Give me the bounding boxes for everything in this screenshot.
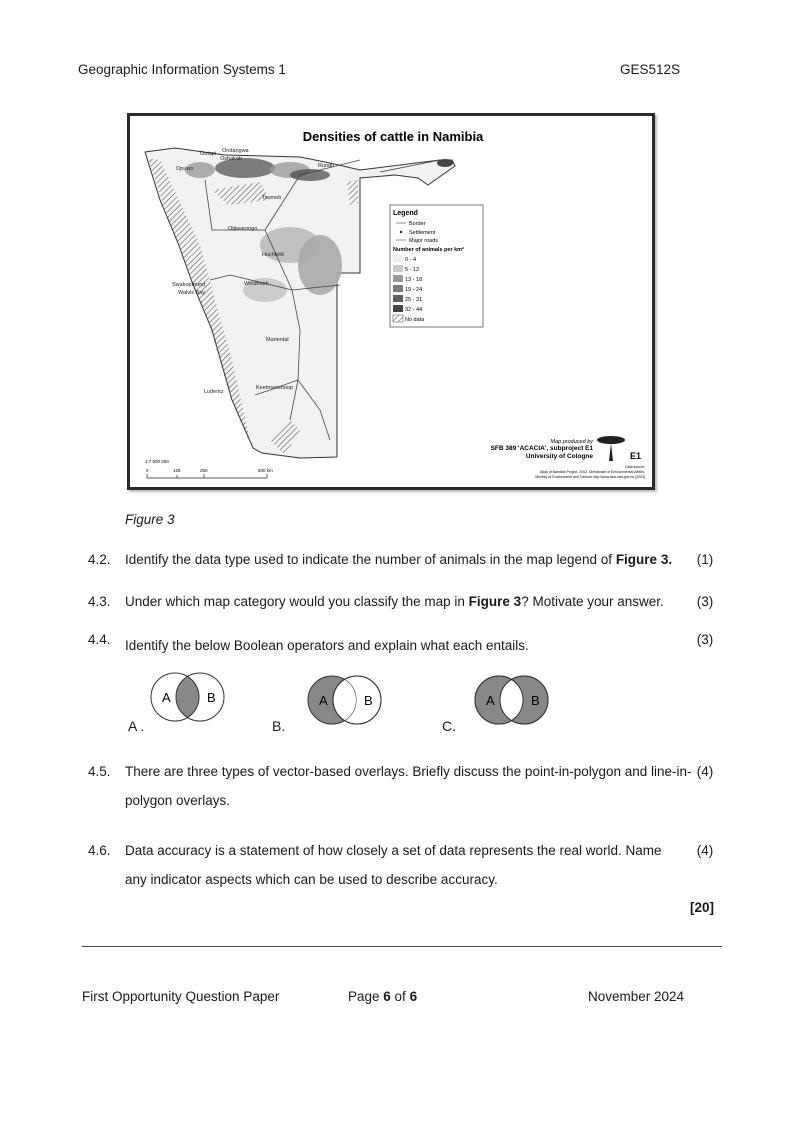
footer-page [348, 989, 417, 1004]
question-number: 4.5. [88, 764, 111, 779]
legend-class-label: 25 - 31 [405, 297, 423, 303]
question-text [125, 587, 685, 616]
town-label: Outapi [200, 151, 217, 157]
question-marks: (4) [696, 764, 714, 779]
credit-source-label: Data source: [625, 465, 645, 469]
credit-produced: Map produced by [550, 439, 593, 445]
set-b-label: B [364, 693, 373, 708]
scale-tick: 0 [146, 468, 149, 473]
venn-not-diagram [297, 675, 397, 725]
set-a-label: A [319, 693, 328, 708]
legend-class-label: 0 - 4 [405, 257, 417, 263]
text: Under which map category would you classify the map in [125, 594, 469, 609]
footer-date: November 2024 [588, 989, 685, 1004]
question-number: 4.4. [88, 632, 111, 647]
total-marks: [20] [690, 900, 715, 915]
scale-tick: 125 [173, 468, 181, 473]
page-count: 6 [409, 989, 418, 1004]
set-b-label: B [207, 690, 216, 705]
question-number: 4.2. [88, 552, 111, 567]
question-text: Identify the below Boolean operators and explain what each entails. [125, 638, 529, 653]
town-label: Otjiwarongo [228, 226, 258, 232]
legend-settlement: Settlement [409, 230, 436, 236]
town-label: Ondangwa [222, 148, 249, 154]
legend-swatch [393, 275, 403, 282]
legend-swatch [393, 265, 403, 272]
credit-source: Atlas of Namibia Project, 2002, Directorate of Environmental Affairs, [540, 470, 645, 474]
page-prefix: Page [348, 989, 384, 1004]
town-label: Rundu [318, 163, 335, 169]
course-code: GES512S [620, 62, 681, 77]
figure-ref: Figure 3 [468, 594, 522, 609]
town-label: Windhoek [244, 281, 269, 287]
question-number: 4.6. [88, 843, 111, 858]
venn-label-c: C. [442, 718, 456, 734]
town-label: Opuwo [176, 166, 194, 172]
legend-swatch [393, 305, 403, 312]
town-label: Swakopmund [172, 282, 206, 288]
page-of: of [390, 989, 410, 1004]
text: Identify the data type used to indicate the number of animals in the map legend of [125, 552, 616, 567]
text: ? Motivate your answer. [521, 594, 664, 609]
legend-title: Legend [393, 210, 418, 217]
legend-border: Border [409, 221, 426, 227]
course-title: Geographic Information Systems 1 [78, 62, 286, 77]
legend-class-label: 13 - 18 [405, 277, 423, 283]
town-label: Luderitz [204, 389, 224, 395]
venn-xor-diagram [464, 675, 564, 725]
town-label: Mariental [266, 337, 289, 343]
question-text [125, 545, 685, 574]
question-marks: (1) [696, 552, 714, 567]
scale-tick: 250 [200, 468, 208, 473]
venn-label-b: B. [272, 718, 286, 734]
map-credit [491, 436, 645, 479]
figure-caption: Figure 3 [125, 512, 175, 527]
question-marks: (4) [696, 843, 714, 858]
set-a-label: A [486, 693, 495, 708]
legend-swatch [393, 285, 403, 292]
venn-label-a: A . [128, 718, 145, 734]
scale-tick: 500 km [258, 468, 273, 473]
question-marks: (3) [696, 632, 714, 647]
map-title: Densities of cattle in Namibia [302, 129, 484, 144]
legend-swatch [393, 255, 403, 262]
town-label: Tsumeb [262, 195, 282, 201]
set-a-label: A [162, 690, 171, 705]
page-number: 6 [383, 989, 391, 1004]
legend-swatch [393, 295, 403, 302]
footer-divider [82, 946, 722, 947]
question-text: There are three types of vector-based overlays. Briefly discuss the point-in-polygon and line-in-polygon overlays. [125, 764, 692, 808]
legend-class-label: 5 - 12 [405, 267, 420, 273]
legend-density-title: Number of animals per km² [393, 247, 464, 253]
town-label: Walvis Bay [178, 290, 205, 296]
acacia-tree-logo [597, 436, 641, 461]
figure-3-map [127, 113, 655, 490]
scale-ratio: 1:7 500 000 [145, 459, 169, 464]
legend-roads: Major roads [409, 238, 439, 244]
town-label: Keetmanshoop [256, 385, 293, 391]
figure-ref: Figure 3. [615, 552, 673, 567]
town-label: Oshakati [220, 156, 242, 162]
logo-text: E1 [630, 451, 642, 461]
legend-class-label: 32 - 44 [405, 307, 423, 313]
question-marks: (3) [696, 594, 714, 609]
scale-bar [145, 459, 273, 478]
question-text: Data accuracy is a statement of how closely a set of data represents the real world. Name any indicator aspects which can be used to describe accuracy. [125, 843, 662, 887]
credit-university: University of Cologne [525, 453, 593, 460]
venn-and-diagram [140, 672, 240, 722]
town-label: Hochfeld [262, 252, 284, 258]
map-legend [390, 205, 483, 327]
legend-no-data: No data [405, 317, 425, 323]
set-b-label: B [531, 693, 540, 708]
credit-source: Ministry of Environment and Tourism http://www.dea.met.gov.na (2003) [535, 475, 645, 479]
legend-class-label: 19 - 24 [405, 287, 423, 293]
footer-paper: First Opportunity Question Paper [82, 989, 280, 1004]
question-number: 4.3. [88, 594, 111, 609]
credit-project: SFB 389 'ACACIA', subproject E1 [490, 445, 593, 452]
